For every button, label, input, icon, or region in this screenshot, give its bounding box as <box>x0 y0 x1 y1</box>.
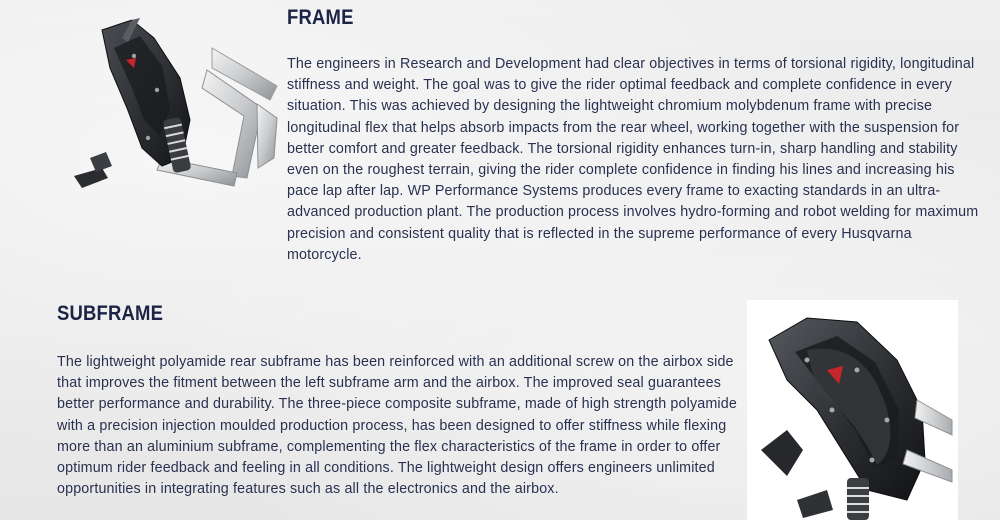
subframe-heading: SUBFRAME <box>57 302 164 325</box>
frame-heading: FRAME <box>287 6 354 29</box>
subframe-image <box>747 300 958 520</box>
frame-image <box>62 8 284 198</box>
frame-description: The engineers in Research and Development had clear objectives in terms of torsional rigidity, longitudinal stiffness and weight. The goal was to give the rider optimal feedback and complete confidence in every situation. This was achieved by designing the lightweight chromium molybdenum frame with precise longitudinal flex that helps absorb impacts from the rear wheel, working together with the suspension for better comfort and greater feedback. The torsional rigidity enhances turn-in, sharp handling and stability even on the roughest terrain, giving the rider complete confidence in finding his lines and increasing his pace lap after lap. WP Performance Systems produces every frame to exacting standards in an ultra-advanced production plant. The production process involves hydro-forming and robot welding for maximum precision and consistent quality that is reflected in the supreme performance of every Husqvarna motorcycle. <box>287 56 979 263</box>
subframe-description: The lightweight polyamide rear subframe has been reinforced with an additional screw on the airbox side that improves the fitment between the left subframe arm and the airbox. The improved seal guarantees better performance and durability. The three-piece composite subframe, made of high strength polyamide with a precision injection moulded production process, has been designed to offer stiffness while flexing more than an aluminium subframe, complementing the flex characteristics of the frame in order to offer optimum rider feedback and feeling in all conditions. The lightweight design offers engineers unlimited opportunities in integrating features such as all the electronics and the airbox. <box>57 354 737 498</box>
